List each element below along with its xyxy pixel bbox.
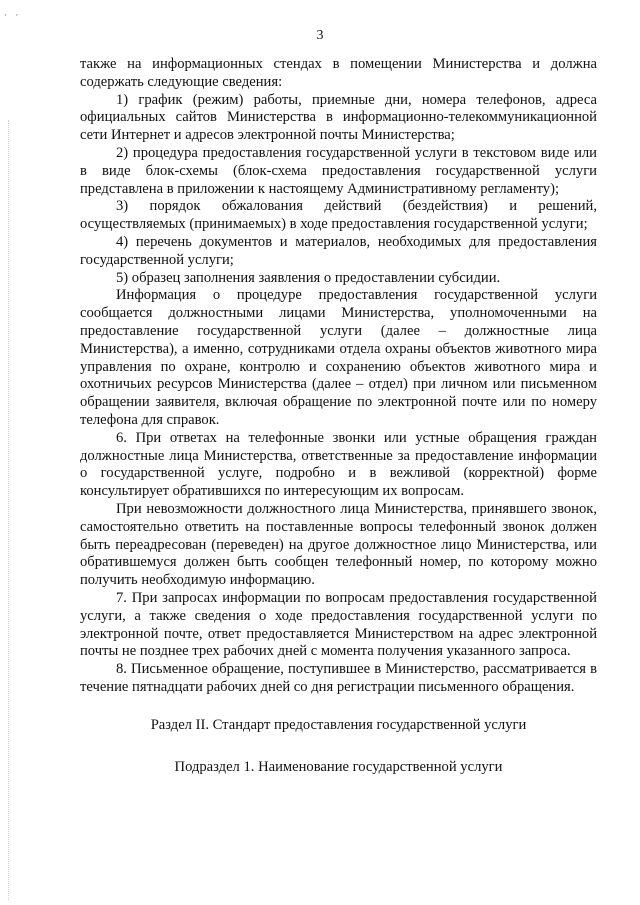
list-item-5: 5) образец заполнения заявления о предоставлении субсидии.: [116, 269, 501, 286]
scan-edge-artifact: [8, 120, 11, 900]
page-number: 3: [316, 28, 324, 43]
paragraph-call-redirect: При невозможности должностного лица Министерства, принявшего звонок, самостоятельно ответить на поставленные вопросы телефонный звонок должен быть переадресован (переведен) на другое должностное лицо Министерства, или обратившемуся должен быть сообщен телефонный номер, по которому можно получить необходимую информацию.: [80, 500, 597, 589]
list-item-3: 3) порядок обжалования действий (бездействия) и решений, осуществляемых (принимаемых) в ходе предоставления государственной услуги;: [80, 198, 597, 233]
subsection-heading: Подраздел 1. Наименование государственной услуги: [174, 759, 503, 776]
paragraph-continuation: также на информационных стендах в помещении Министерства и должна содержать следующие сведения:: [80, 56, 597, 90]
paragraph-8: 8. Письменное обращение, поступившее в Министерство, рассматривается в течение пятнадцати рабочих дней со дня регистрации письменного обращения.: [80, 661, 597, 695]
document-body: [80, 56, 597, 777]
list-item-1: 1) график (режим) работы, приемные дни, номера телефонов, адреса официальных сайтов Министерства в информационно-телекоммуникационной сети Интернет и адресов электронной почты Министерства;: [80, 91, 597, 144]
list-item-2: 2) процедура предоставления государственной услуги в текстовом виде или в виде блок-схемы (блок-схема предоставления государственной услуги представлена в приложении к настоящему Административному регламенту);: [80, 144, 597, 197]
corner-mark: · ·: [4, 10, 22, 20]
list-item-4: 4) перечень документов и материалов, необходимых для предоставления государственной услуги;: [80, 233, 597, 268]
section-heading: Раздел II. Стандарт предоставления государственной услуги: [150, 716, 527, 733]
paragraph-6: 6. При ответах на телефонные звонки или устные обращения граждан должностные лица Министерства, ответственные за предоставление информации о государственной услуге, подробно и в вежливой (корректной) форме консультирует обратившихся по интересующим их вопросам.: [80, 429, 597, 500]
paragraph-procedure-info: Информация о процедуре предоставления государственной услуги сообщается должностными лицами Министерства, уполномоченными на предоставление государственной услуги (далее – должностные лица Министерства), а именно, сотрудниками отдела охраны объектов животного мира управления по охране, контролю и сохранению объектов животного мира и охотничьих ресурсов Министерства (далее – отдел) при личном или письменном обращении заявителя, включая обращение по электронной почте или по номеру телефона для справок.: [80, 287, 597, 428]
paragraph-7: 7. При запросах информации по вопросам предоставления государственной услуги, а также сведения о ходе предоставления государственной услуги по электронной почте, ответ предоставляется Министерством на адрес электронной почты не позднее трех рабочих дней с момента получения указанного запроса.: [80, 589, 597, 660]
